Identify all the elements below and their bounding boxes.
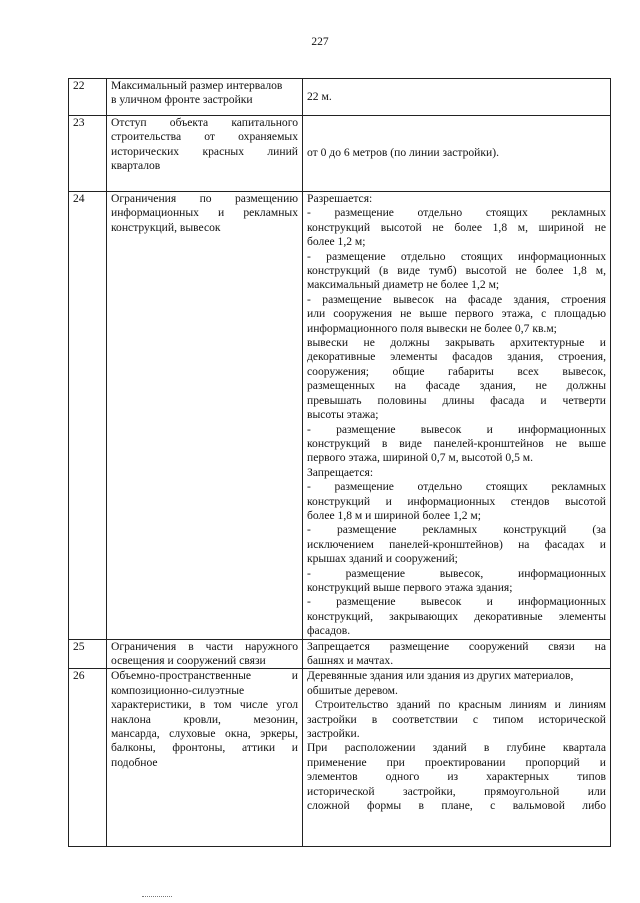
parameter-name bbox=[107, 79, 303, 116]
parameter-name-line: в уличном фронте застройки bbox=[111, 93, 253, 107]
parameter-value-line: информационного поля вывески не более 0,7 кв.м; bbox=[307, 321, 557, 335]
parameter-value-line: высоты этажа; bbox=[307, 408, 379, 422]
parameter-value-line: - размещение отдельно стоящих информационных bbox=[307, 249, 606, 263]
parameter-value-line: обшитые деревом. bbox=[307, 683, 398, 697]
parameter-name-line: информационных и рекламных bbox=[111, 206, 298, 220]
parameter-value-line: от 0 до 6 метров (по линии застройки). bbox=[307, 146, 499, 160]
parameter-value-line: конструкций и информационных стендов высотой bbox=[307, 494, 606, 508]
parameter-value-line: вывески не должны закрывать архитектурные и bbox=[307, 336, 606, 350]
parameter-name-line: исторических красных линий bbox=[111, 144, 298, 158]
parameter-value-line: первого этажа, шириной 0,7 м, высотой 0,5 м. bbox=[307, 451, 534, 465]
parameter-value-line: - размещение отдельно стоящих рекламных bbox=[307, 206, 606, 220]
parameter-name-line: Максимальный размер интервалов bbox=[111, 79, 283, 92]
parameter-name-line: балконы, фронтоны, аттики и bbox=[111, 741, 298, 755]
table-row bbox=[69, 192, 611, 640]
page-number: 227 bbox=[311, 36, 329, 48]
parameter-value-line: застройки в соответствии с типом исторической bbox=[307, 712, 606, 726]
parameter-value-line: - размещение рекламных конструкций (за bbox=[307, 523, 606, 537]
parameter-value-line: крышах зданий и сооружений; bbox=[307, 552, 458, 566]
parameter-value-line: конструкций выше первого этажа здания; bbox=[307, 580, 513, 594]
row-number: 25 bbox=[69, 639, 107, 669]
parameter-value-line: - размещение вывесок, информационных bbox=[307, 566, 606, 580]
parameter-value-line: более 1,8 м и шириной более 1,2 м; bbox=[307, 508, 481, 522]
parameter-value-line: исключением панелей-кронштейнов) на фасадах и bbox=[307, 537, 606, 551]
parameter-name-line: освещения и сооружений связи bbox=[111, 654, 266, 667]
parameter-value bbox=[303, 116, 611, 192]
parameter-name bbox=[107, 639, 303, 669]
parameter-value-line: исторической застройки, прямоугольной или bbox=[307, 784, 606, 798]
parameter-value bbox=[303, 669, 611, 847]
parameter-value bbox=[303, 639, 611, 669]
parameter-value-line: более 1,2 м; bbox=[307, 235, 366, 249]
parameter-value bbox=[303, 79, 611, 116]
parameter-value-line: При расположении зданий в глубине квартала bbox=[307, 741, 606, 755]
table-row bbox=[69, 669, 611, 847]
parameter-value-line: декоративные элементы фасадов здания, строения, bbox=[307, 350, 606, 364]
parameter-value-line: конструкций в виде панелей-кронштейнов не выше bbox=[307, 436, 606, 450]
parameter-name-line: композиционно-силуэтные bbox=[111, 683, 245, 697]
parameter-value-line: применение при проектировании пропорций и bbox=[307, 755, 606, 769]
parameter-value-line: - размещение вывесок и информационных bbox=[307, 595, 606, 609]
parameter-value-line: - размещение вывесок на фасаде здания, строения bbox=[307, 292, 606, 306]
parameter-value-line: превышать половины длины фасада и четверти bbox=[307, 393, 606, 407]
parameter-value-line: - размещение вывесок и информационных bbox=[307, 422, 606, 436]
parameter-value-line: конструкций высотой не более 1,8 м, шириной не bbox=[307, 220, 606, 234]
parameter-name-line: Ограничения по размещению bbox=[111, 192, 298, 205]
parameter-name-line: наклона кровли, мезонин, bbox=[111, 712, 298, 726]
parameter-value-line: элементов одного из характерных типов bbox=[307, 770, 606, 784]
parameter-value bbox=[303, 192, 611, 640]
parameter-value-line: - размещение отдельно стоящих рекламных bbox=[307, 480, 606, 494]
scan-artifact-line bbox=[142, 896, 172, 898]
table-row bbox=[69, 639, 611, 669]
parameter-value-line: конструкций, закрывающих декоративные элементы bbox=[307, 609, 606, 623]
parameter-name-line: кварталов bbox=[111, 159, 161, 173]
table-row bbox=[69, 116, 611, 192]
parameter-value-line: сооружения; общие габариты всех вывесок, bbox=[307, 364, 606, 378]
parameter-value-line: максимальный диаметр не более 1,2 м; bbox=[307, 278, 500, 292]
table-row bbox=[69, 79, 611, 116]
row-number: 24 bbox=[69, 192, 107, 640]
parameter-name-line: подобное bbox=[111, 755, 158, 769]
parameter-value-line: размещенных на фасаде здания, не должны bbox=[307, 379, 606, 393]
row-number: 22 bbox=[69, 79, 107, 116]
parameter-name bbox=[107, 669, 303, 847]
parameter-value-line: сложной формы в плане, с вальмовой либо bbox=[307, 799, 606, 813]
row-number: 23 bbox=[69, 116, 107, 192]
parameter-value-line: Разрешается: bbox=[307, 192, 373, 205]
parameter-value-line: или сооружения не выше первого этажа, с площадью bbox=[307, 307, 606, 321]
parameter-name-line: конструкций, вывесок bbox=[111, 220, 221, 234]
parameter-name bbox=[107, 116, 303, 192]
parameter-value-line: 22 м. bbox=[307, 89, 332, 103]
regulations-table bbox=[68, 78, 611, 847]
parameter-value-line: застройки. bbox=[307, 727, 360, 741]
parameter-name-line: мансарда, слуховые окна, эркеры, bbox=[111, 727, 298, 741]
parameter-name-line: строительства от охраняемых bbox=[111, 130, 298, 144]
parameter-value-line: конструкций (в виде тумб) высотой не более 1,8 м, bbox=[307, 264, 606, 278]
parameter-value-line: Запрещается: bbox=[307, 465, 374, 479]
parameter-value-line: Деревянные здания или здания из других материалов, bbox=[307, 669, 574, 683]
parameter-name bbox=[107, 192, 303, 640]
parameter-name-line: Ограничения в части наружного bbox=[111, 639, 298, 653]
parameter-value-line: Запрещается размещение сооружений связи на bbox=[307, 639, 606, 653]
parameter-value-line: башнях и мачтах. bbox=[307, 654, 394, 667]
parameter-name-line: Объемно-пространственные и bbox=[111, 669, 298, 683]
row-number: 26 bbox=[69, 669, 107, 847]
parameter-name-line: Отступ объекта капитального bbox=[111, 116, 298, 129]
parameter-value-line: Строительство зданий по красным линиям и линиям bbox=[307, 698, 606, 712]
parameter-value-line: фасадов. bbox=[307, 624, 351, 638]
parameter-name-line: характеристики, в том числе угол bbox=[111, 698, 298, 712]
